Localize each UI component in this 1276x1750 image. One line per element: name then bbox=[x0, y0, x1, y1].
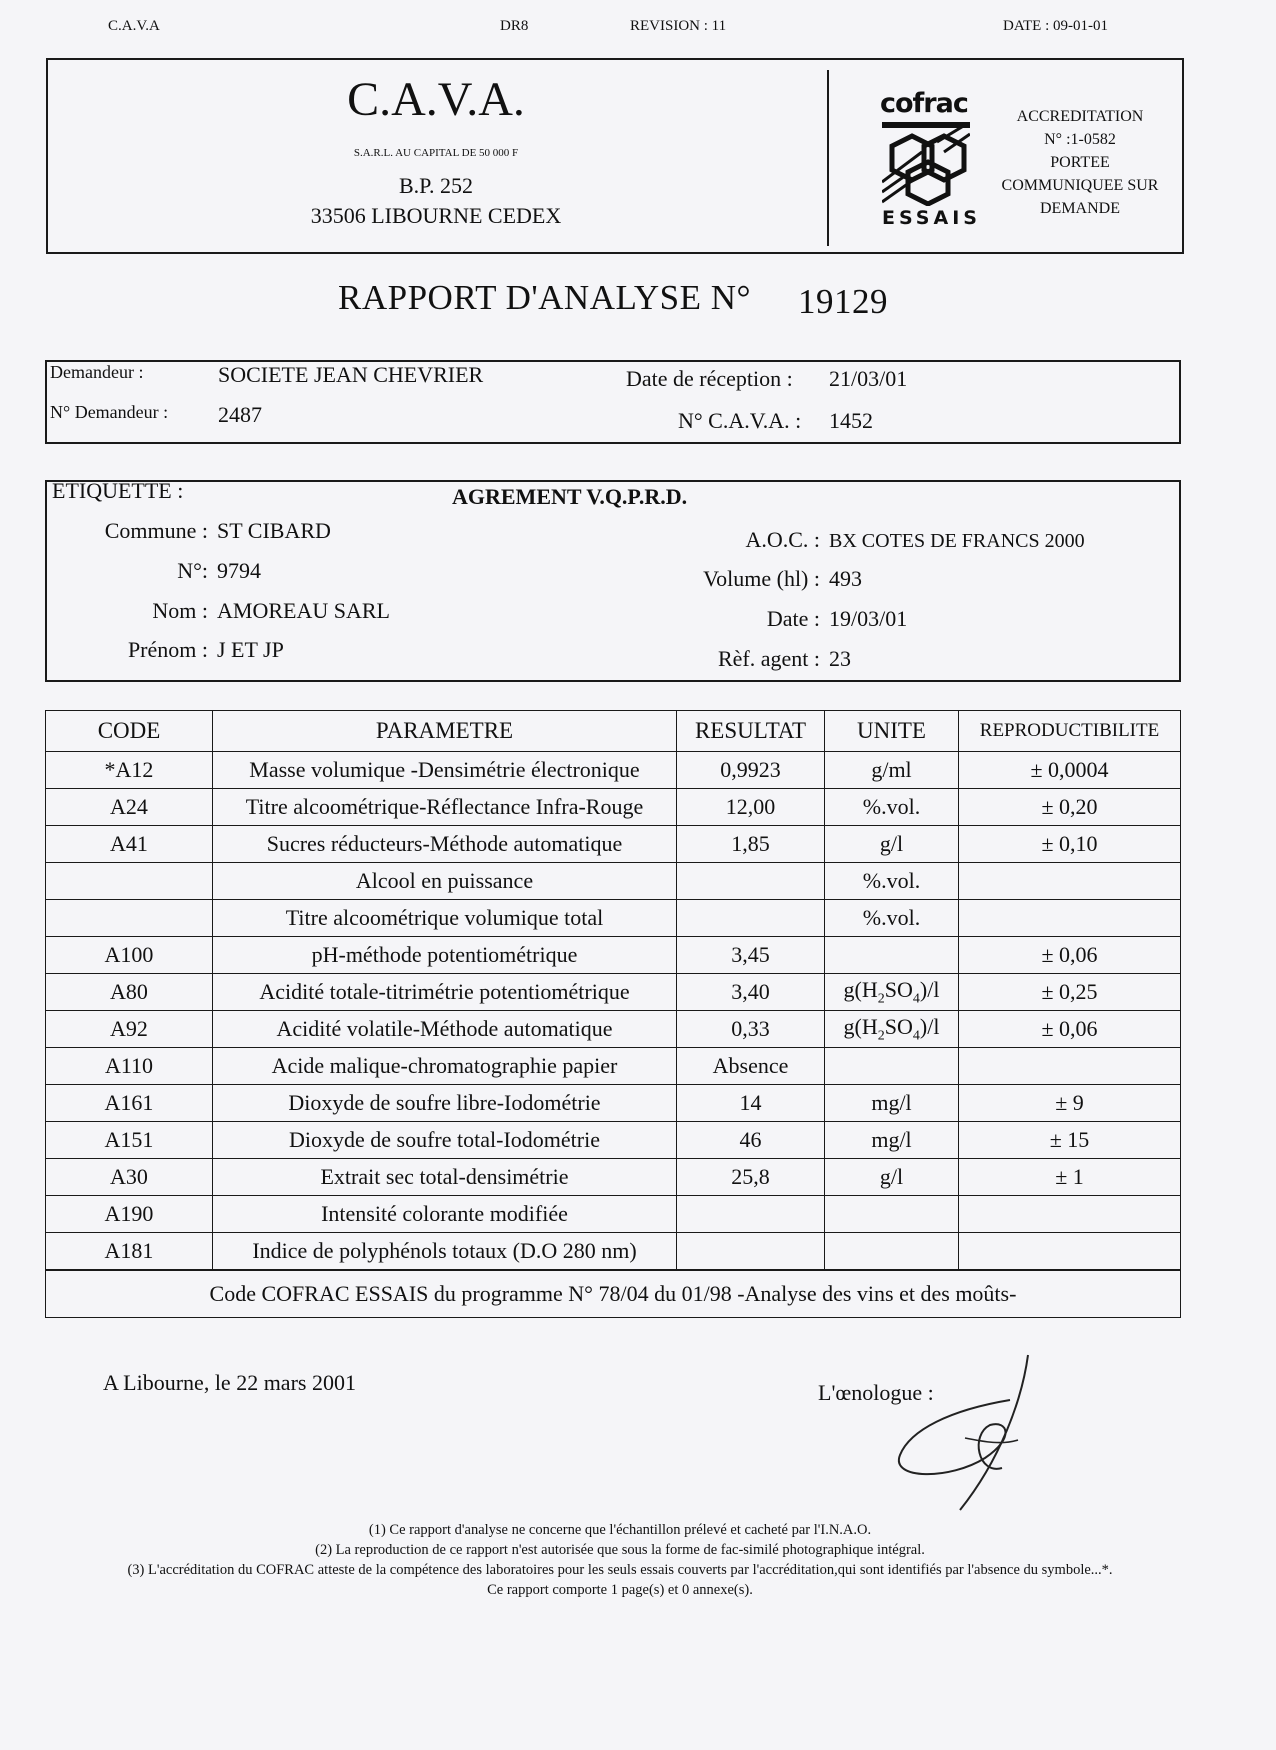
header-divider bbox=[827, 70, 829, 246]
cell-code: A151 bbox=[46, 1122, 213, 1159]
table-row bbox=[46, 1159, 1181, 1196]
nom-label: Nom : bbox=[152, 598, 208, 623]
footnote: Ce rapport comporte 1 page(s) et 0 annexe(s). bbox=[487, 1582, 753, 1598]
table-footer-row bbox=[46, 1270, 1181, 1318]
ref-agent-label: Rèf. agent : bbox=[717, 646, 820, 671]
cell-resultat: 0,33 bbox=[677, 1011, 825, 1048]
top-doc-code: DR8 bbox=[500, 18, 529, 34]
cell-reproductibilite: ± 9 bbox=[959, 1085, 1181, 1122]
cell-resultat bbox=[677, 900, 825, 937]
cofrac-logo-text: cofrac bbox=[880, 88, 968, 119]
accreditation-line: PORTEE bbox=[1050, 154, 1110, 171]
cell-reproductibilite: ± 0,06 bbox=[959, 1011, 1181, 1048]
cell-parametre: Dioxyde de soufre total-Iodométrie bbox=[213, 1122, 677, 1159]
cell-unite: g/ml bbox=[825, 752, 959, 789]
cell-parametre: Sucres réducteurs-Méthode automatique bbox=[213, 826, 677, 863]
cell-unite bbox=[825, 1048, 959, 1085]
header-unite: UNITE bbox=[825, 711, 959, 752]
nom-value: AMOREAU SARL bbox=[217, 598, 390, 623]
volume-value: 493 bbox=[829, 566, 862, 591]
cell-resultat bbox=[677, 1196, 825, 1233]
table-row bbox=[46, 1122, 1181, 1159]
cava-num-value: 1452 bbox=[829, 408, 873, 433]
agrement-title: AGREMENT V.Q.P.R.D. bbox=[452, 484, 688, 509]
table-row bbox=[46, 1233, 1181, 1271]
header-code: CODE bbox=[46, 711, 213, 752]
commune-label: Commune : bbox=[104, 518, 208, 543]
cell-resultat: Absence bbox=[677, 1048, 825, 1085]
cell-reproductibilite bbox=[959, 863, 1181, 900]
accreditation-block bbox=[990, 105, 1170, 220]
cell-parametre: Dioxyde de soufre libre-Iodométrie bbox=[213, 1085, 677, 1122]
cell-code: A190 bbox=[46, 1196, 213, 1233]
cell-reproductibilite bbox=[959, 1233, 1181, 1271]
table-row bbox=[46, 937, 1181, 974]
cell-code: A41 bbox=[46, 826, 213, 863]
demandeur-label: Demandeur : bbox=[50, 362, 144, 382]
cell-code: A110 bbox=[46, 1048, 213, 1085]
cell-resultat: 0,9923 bbox=[677, 752, 825, 789]
etiquette-heading: ETIQUETTE : bbox=[52, 478, 184, 503]
cell-code: A92 bbox=[46, 1011, 213, 1048]
cell-reproductibilite: ± 0,20 bbox=[959, 789, 1181, 826]
oenologue-label: L'œnologue : bbox=[818, 1380, 934, 1405]
num-demandeur-label: N° Demandeur : bbox=[50, 402, 169, 422]
cell-unite bbox=[825, 937, 959, 974]
cell-resultat: 1,85 bbox=[677, 826, 825, 863]
table-row bbox=[46, 1196, 1181, 1233]
lab-name: C.A.V.A. bbox=[347, 73, 525, 126]
header-resultat: RESULTAT bbox=[677, 711, 825, 752]
cell-parametre: Titre alcoométrique-Réflectance Infra-Rouge bbox=[213, 789, 677, 826]
cell-unite bbox=[825, 1233, 959, 1271]
accreditation-line: DEMANDE bbox=[1040, 200, 1120, 217]
cell-code bbox=[46, 863, 213, 900]
footnote: (3) L'accréditation du COFRAC atteste de la compétence des laboratoires pour les seuls essais couverts par l'accréditation,qui sont identifiés par l'absence du symbole...*. bbox=[127, 1562, 1113, 1578]
date-label: Date : bbox=[766, 606, 820, 631]
cell-resultat: 25,8 bbox=[677, 1159, 825, 1196]
cell-reproductibilite: ± 0,06 bbox=[959, 937, 1181, 974]
table-row bbox=[46, 1011, 1181, 1048]
table-row bbox=[46, 1085, 1181, 1122]
cell-unite: %.vol. bbox=[825, 863, 959, 900]
cell-resultat: 14 bbox=[677, 1085, 825, 1122]
table-row bbox=[46, 1048, 1181, 1085]
cell-unite: %.vol. bbox=[825, 900, 959, 937]
demandeur-value: SOCIETE JEAN CHEVRIER bbox=[218, 362, 484, 387]
prenom-value: J ET JP bbox=[217, 637, 284, 662]
table-row bbox=[46, 826, 1181, 863]
cell-parametre: Indice de polyphénols totaux (D.O 280 nm) bbox=[213, 1233, 677, 1271]
cell-reproductibilite: ± 1 bbox=[959, 1159, 1181, 1196]
table-row bbox=[46, 900, 1181, 937]
commune-value: ST CIBARD bbox=[217, 518, 331, 543]
ref-agent-value: 23 bbox=[829, 646, 851, 671]
cell-code bbox=[46, 900, 213, 937]
cell-parametre: Titre alcoométrique volumique total bbox=[213, 900, 677, 937]
lab-city: 33506 LIBOURNE CEDEX bbox=[310, 203, 562, 228]
accreditation-line: COMMUNIQUEE SUR bbox=[1001, 177, 1159, 194]
report-title: RAPPORT D'ANALYSE N° bbox=[338, 278, 751, 317]
cell-resultat bbox=[677, 863, 825, 900]
table-row bbox=[46, 789, 1181, 826]
table-row bbox=[46, 974, 1181, 1011]
cofrac-logo-icon bbox=[882, 122, 970, 206]
reception-value: 21/03/01 bbox=[829, 366, 908, 391]
cell-parametre: Acide malique-chromatographie papier bbox=[213, 1048, 677, 1085]
lab-bp: B.P. 252 bbox=[399, 173, 473, 198]
accreditation-line: ACCREDITATION bbox=[1016, 108, 1144, 125]
cell-reproductibilite: ± 0,10 bbox=[959, 826, 1181, 863]
cell-reproductibilite: ± 15 bbox=[959, 1122, 1181, 1159]
cell-code: A30 bbox=[46, 1159, 213, 1196]
cell-resultat bbox=[677, 1233, 825, 1271]
cell-unite bbox=[825, 1196, 959, 1233]
num-demandeur-value: 2487 bbox=[218, 402, 262, 427]
aoc-label: A.O.C. : bbox=[745, 527, 820, 552]
accreditation-line: N° :1-0582 bbox=[1044, 131, 1116, 148]
cell-parametre: pH-méthode potentiométrique bbox=[213, 937, 677, 974]
results-table bbox=[45, 710, 1181, 1318]
cell-resultat: 3,45 bbox=[677, 937, 825, 974]
cell-reproductibilite: ± 0,0004 bbox=[959, 752, 1181, 789]
cell-unite: mg/l bbox=[825, 1085, 959, 1122]
cell-unite: $g(H_2SO_4)/l$ bbox=[825, 1011, 959, 1048]
cell-reproductibilite bbox=[959, 1196, 1181, 1233]
cava-num-label: N° C.A.V.A. : bbox=[678, 408, 802, 433]
cell-parametre: Intensité colorante modifiée bbox=[213, 1196, 677, 1233]
cell-reproductibilite bbox=[959, 1048, 1181, 1085]
cell-unite: %.vol. bbox=[825, 789, 959, 826]
aoc-value: BX COTES DE FRANCS 2000 bbox=[829, 530, 1085, 552]
volume-label: Volume (hl) : bbox=[703, 566, 820, 591]
cell-reproductibilite bbox=[959, 900, 1181, 937]
header-parametre: PARAMETRE bbox=[213, 711, 677, 752]
cell-parametre: Extrait sec total-densimétrie bbox=[213, 1159, 677, 1196]
cell-code: *A12 bbox=[46, 752, 213, 789]
cell-unite: $g(H_2SO_4)/l$ bbox=[825, 974, 959, 1011]
requester-box bbox=[45, 360, 1181, 444]
table-row bbox=[46, 752, 1181, 789]
cell-unite: mg/l bbox=[825, 1122, 959, 1159]
cofrac-essais-text: ESSAIS bbox=[882, 207, 981, 229]
cell-parametre: Alcool en puissance bbox=[213, 863, 677, 900]
date-value: 19/03/01 bbox=[829, 606, 908, 631]
reception-label: Date de réception : bbox=[626, 366, 793, 391]
prenom-label: Prénom : bbox=[127, 637, 208, 662]
cell-parametre: Masse volumique -Densimétrie électronique bbox=[213, 752, 677, 789]
num-value: 9794 bbox=[217, 558, 261, 583]
top-revision: REVISION : 11 bbox=[630, 18, 727, 34]
cell-reproductibilite: ± 0,25 bbox=[959, 974, 1181, 1011]
cofrac-program-note: Code COFRAC ESSAIS du programme N° 78/04 du 01/98 -Analyse des vins et des moûts- bbox=[46, 1270, 1181, 1318]
oenologue-signature bbox=[890, 1350, 1040, 1520]
footnote: (1) Ce rapport d'analyse ne concerne que l'échantillon prélevé et cacheté par l'I.N.A.O. bbox=[368, 1522, 872, 1538]
lab-capital: S.A.R.L. AU CAPITAL DE 50 000 F bbox=[353, 147, 519, 159]
cell-code: A161 bbox=[46, 1085, 213, 1122]
cell-parametre: Acidité volatile-Méthode automatique bbox=[213, 1011, 677, 1048]
cell-resultat: 46 bbox=[677, 1122, 825, 1159]
place-date: A Libourne, le 22 mars 2001 bbox=[103, 1370, 356, 1395]
cell-code: A181 bbox=[46, 1233, 213, 1271]
footnotes bbox=[70, 1520, 1170, 1600]
cell-code: A100 bbox=[46, 937, 213, 974]
top-date: DATE : 09-01-01 bbox=[1003, 18, 1108, 34]
header-reproductibilite: REPRODUCTIBILITE bbox=[959, 711, 1181, 752]
top-org: C.A.V.A bbox=[108, 18, 160, 34]
num-label: N°: bbox=[177, 558, 208, 583]
cell-unite: g/l bbox=[825, 1159, 959, 1196]
cell-code: A24 bbox=[46, 789, 213, 826]
cell-unite: g/l bbox=[825, 826, 959, 863]
footnote: (2) La reproduction de ce rapport n'est autorisée que sous la forme de fac-similé photographique intégral. bbox=[315, 1542, 925, 1558]
report-number: 19129 bbox=[798, 282, 888, 321]
cell-resultat: 3,40 bbox=[677, 974, 825, 1011]
cell-resultat: 12,00 bbox=[677, 789, 825, 826]
table-row bbox=[46, 863, 1181, 900]
cell-parametre: Acidité totale-titrimétrie potentiométrique bbox=[213, 974, 677, 1011]
table-header-row bbox=[46, 711, 1181, 752]
cell-code: A80 bbox=[46, 974, 213, 1011]
